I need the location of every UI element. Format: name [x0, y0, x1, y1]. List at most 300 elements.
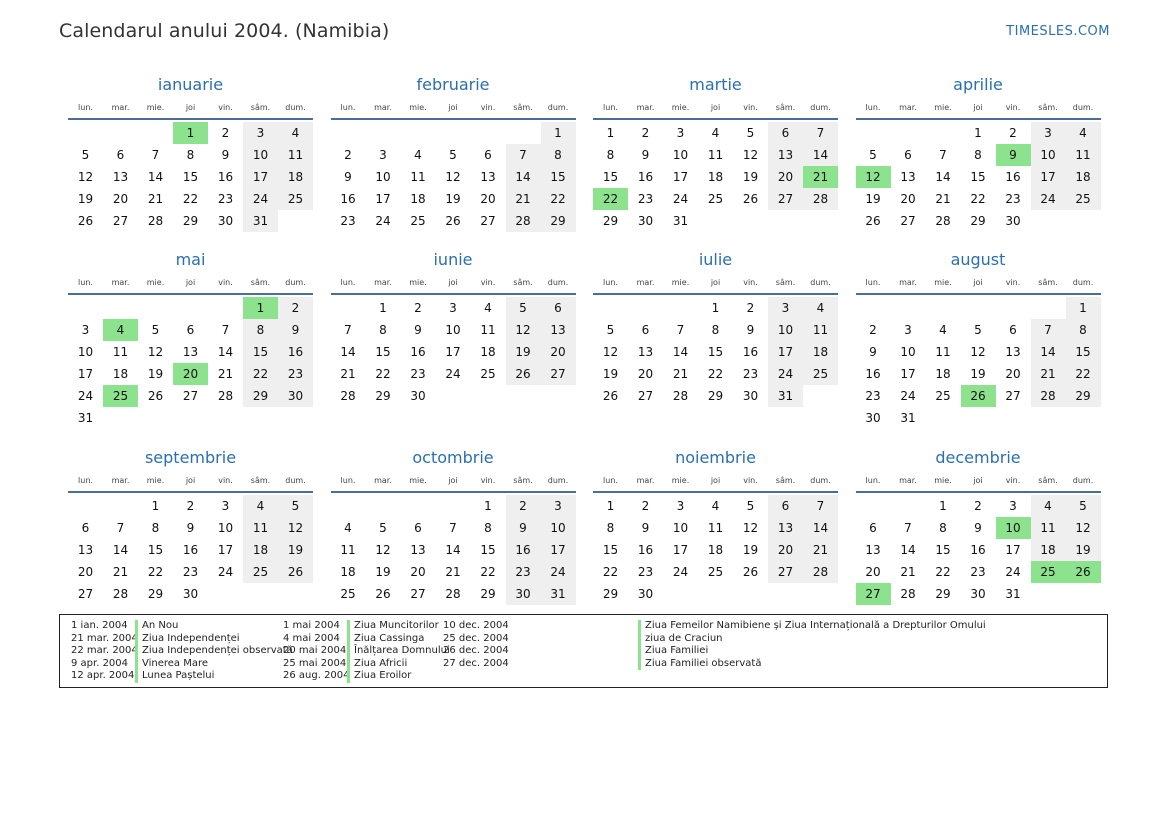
- day-cell[interactable]: 29: [182, 214, 199, 228]
- day-cell[interactable]: 13: [900, 170, 916, 184]
- day-cell[interactable]: 10: [445, 323, 461, 337]
- day-cell[interactable]: 6: [186, 323, 195, 337]
- day-cell[interactable]: 23: [637, 192, 654, 206]
- day-cell[interactable]: 12: [147, 345, 164, 359]
- day-cell[interactable]: 24: [900, 389, 916, 403]
- day-cell[interactable]: 13: [768, 517, 803, 539]
- day-cell[interactable]: 16: [506, 539, 541, 561]
- day-cell[interactable]: 20: [541, 341, 576, 363]
- day-cell[interactable]: 9: [414, 323, 422, 337]
- day-cell[interactable]: 16: [278, 341, 313, 363]
- day-cell[interactable]: 20: [768, 539, 803, 561]
- day-cell[interactable]: 23: [278, 363, 313, 385]
- day-cell[interactable]: 16: [217, 170, 234, 184]
- day-cell[interactable]: 13: [112, 170, 129, 184]
- day-cell[interactable]: 15: [541, 166, 576, 188]
- day-cell[interactable]: 8: [379, 323, 387, 337]
- day-cell[interactable]: 21: [112, 565, 129, 579]
- day-cell[interactable]: 27: [1005, 389, 1021, 403]
- day-cell[interactable]: 24: [1005, 565, 1021, 579]
- day-cell[interactable]: 28: [506, 210, 541, 232]
- day-cell[interactable]: 4: [243, 495, 278, 517]
- day-cell[interactable]: 28: [900, 587, 916, 601]
- day-cell[interactable]: 3: [221, 499, 230, 513]
- day-cell[interactable]: 29: [147, 587, 164, 601]
- day-cell[interactable]: 19: [602, 367, 619, 381]
- day-cell[interactable]: 25: [480, 367, 496, 381]
- day-cell[interactable]: 9: [506, 517, 541, 539]
- day-cell[interactable]: 7: [506, 144, 541, 166]
- day-cell[interactable]: 10: [375, 170, 391, 184]
- day-cell[interactable]: 1: [1066, 297, 1101, 319]
- day-cell[interactable]: 10: [1031, 144, 1066, 166]
- holiday-day-cell[interactable]: 25: [1031, 561, 1066, 583]
- day-cell[interactable]: 14: [340, 345, 356, 359]
- day-cell[interactable]: 25: [707, 192, 724, 206]
- day-cell[interactable]: 3: [676, 126, 685, 140]
- day-cell[interactable]: 23: [970, 565, 986, 579]
- day-cell[interactable]: 5: [379, 521, 387, 535]
- day-cell[interactable]: 3: [449, 301, 457, 315]
- day-cell[interactable]: 15: [602, 543, 619, 557]
- day-cell[interactable]: 8: [939, 521, 947, 535]
- day-cell[interactable]: 12: [742, 148, 759, 162]
- day-cell[interactable]: 24: [445, 367, 461, 381]
- day-cell[interactable]: 19: [77, 192, 94, 206]
- day-cell[interactable]: 15: [480, 543, 496, 557]
- day-cell[interactable]: 12: [445, 170, 461, 184]
- day-cell[interactable]: 7: [1031, 319, 1066, 341]
- day-cell[interactable]: 2: [221, 126, 230, 140]
- day-cell[interactable]: 12: [602, 345, 619, 359]
- day-cell[interactable]: 28: [340, 389, 356, 403]
- day-cell[interactable]: 3: [768, 297, 803, 319]
- day-cell[interactable]: 26: [77, 214, 94, 228]
- day-cell[interactable]: 31: [672, 214, 689, 228]
- day-cell[interactable]: 4: [803, 297, 838, 319]
- day-cell[interactable]: 1: [939, 499, 947, 513]
- holiday-day-cell[interactable]: 12: [856, 166, 891, 188]
- day-cell[interactable]: 14: [672, 345, 689, 359]
- day-cell[interactable]: 14: [803, 144, 838, 166]
- day-cell[interactable]: 11: [480, 323, 496, 337]
- day-cell[interactable]: 10: [77, 345, 94, 359]
- day-cell[interactable]: 29: [602, 587, 619, 601]
- day-cell[interactable]: 18: [803, 341, 838, 363]
- day-cell[interactable]: 13: [182, 345, 199, 359]
- day-cell[interactable]: 27: [112, 214, 129, 228]
- day-cell[interactable]: 23: [637, 565, 654, 579]
- holiday-day-cell[interactable]: 22: [593, 188, 628, 210]
- day-cell[interactable]: 10: [768, 319, 803, 341]
- day-cell[interactable]: 19: [147, 367, 164, 381]
- day-cell[interactable]: 2: [414, 301, 422, 315]
- day-cell[interactable]: 3: [676, 499, 685, 513]
- day-cell[interactable]: 27: [182, 389, 199, 403]
- day-cell[interactable]: 27: [541, 363, 576, 385]
- day-cell[interactable]: 4: [1066, 122, 1101, 144]
- holiday-day-cell[interactable]: 26: [961, 385, 996, 407]
- day-cell[interactable]: 17: [768, 341, 803, 363]
- day-cell[interactable]: 16: [970, 543, 986, 557]
- day-cell[interactable]: 7: [116, 521, 125, 535]
- day-cell[interactable]: 8: [484, 521, 492, 535]
- day-cell[interactable]: 24: [1031, 188, 1066, 210]
- day-cell[interactable]: 29: [480, 587, 496, 601]
- day-cell[interactable]: 16: [865, 367, 881, 381]
- day-cell[interactable]: 22: [970, 192, 986, 206]
- day-cell[interactable]: 11: [278, 144, 313, 166]
- day-cell[interactable]: 3: [904, 323, 912, 337]
- day-cell[interactable]: 6: [869, 521, 877, 535]
- day-cell[interactable]: 18: [707, 543, 724, 557]
- day-cell[interactable]: 25: [1066, 188, 1101, 210]
- day-cell[interactable]: 5: [449, 148, 457, 162]
- day-cell[interactable]: 7: [676, 323, 685, 337]
- day-cell[interactable]: 6: [541, 297, 576, 319]
- day-cell[interactable]: 24: [768, 363, 803, 385]
- day-cell[interactable]: 4: [1031, 495, 1066, 517]
- day-cell[interactable]: 9: [869, 345, 877, 359]
- day-cell[interactable]: 1: [606, 499, 615, 513]
- day-cell[interactable]: 15: [182, 170, 199, 184]
- day-cell[interactable]: 19: [865, 192, 881, 206]
- day-cell[interactable]: 15: [147, 543, 164, 557]
- holiday-day-cell[interactable]: 1: [173, 122, 208, 144]
- day-cell[interactable]: 19: [375, 565, 391, 579]
- day-cell[interactable]: 11: [243, 517, 278, 539]
- day-cell[interactable]: 30: [865, 411, 881, 425]
- day-cell[interactable]: 5: [974, 323, 982, 337]
- day-cell[interactable]: 22: [375, 367, 391, 381]
- day-cell[interactable]: 21: [672, 367, 689, 381]
- day-cell[interactable]: 15: [935, 543, 951, 557]
- day-cell[interactable]: 11: [707, 148, 724, 162]
- day-cell[interactable]: 31: [768, 385, 803, 407]
- day-cell[interactable]: 2: [641, 126, 650, 140]
- day-cell[interactable]: 18: [1066, 166, 1101, 188]
- day-cell[interactable]: 4: [711, 126, 720, 140]
- day-cell[interactable]: 13: [1005, 345, 1021, 359]
- day-cell[interactable]: 14: [445, 543, 461, 557]
- day-cell[interactable]: 27: [77, 587, 94, 601]
- day-cell[interactable]: 17: [1031, 166, 1066, 188]
- day-cell[interactable]: 8: [606, 521, 615, 535]
- day-cell[interactable]: 13: [480, 170, 496, 184]
- day-cell[interactable]: 28: [112, 587, 129, 601]
- day-cell[interactable]: 9: [221, 148, 230, 162]
- day-cell[interactable]: 31: [77, 411, 94, 425]
- day-cell[interactable]: 18: [112, 367, 129, 381]
- day-cell[interactable]: 24: [672, 192, 689, 206]
- day-cell[interactable]: 8: [186, 148, 195, 162]
- day-cell[interactable]: 7: [151, 148, 160, 162]
- holiday-day-cell[interactable]: 20: [173, 363, 208, 385]
- day-cell[interactable]: 18: [707, 170, 724, 184]
- day-cell[interactable]: 16: [340, 192, 356, 206]
- day-cell[interactable]: 3: [541, 495, 576, 517]
- day-cell[interactable]: 4: [414, 148, 422, 162]
- day-cell[interactable]: 26: [602, 389, 619, 403]
- day-cell[interactable]: 20: [410, 565, 426, 579]
- day-cell[interactable]: 22: [707, 367, 724, 381]
- day-cell[interactable]: 9: [746, 323, 755, 337]
- day-cell[interactable]: 6: [904, 148, 912, 162]
- day-cell[interactable]: 7: [803, 122, 838, 144]
- day-cell[interactable]: 24: [77, 389, 94, 403]
- day-cell[interactable]: 2: [641, 499, 650, 513]
- day-cell[interactable]: 17: [672, 170, 689, 184]
- day-cell[interactable]: 21: [340, 367, 356, 381]
- day-cell[interactable]: 1: [151, 499, 160, 513]
- day-cell[interactable]: 27: [410, 587, 426, 601]
- day-cell[interactable]: 12: [375, 543, 391, 557]
- day-cell[interactable]: 19: [506, 341, 541, 363]
- holiday-day-cell[interactable]: 21: [803, 166, 838, 188]
- day-cell[interactable]: 2: [869, 323, 877, 337]
- day-cell[interactable]: 20: [768, 166, 803, 188]
- day-cell[interactable]: 6: [768, 122, 803, 144]
- day-cell[interactable]: 19: [445, 192, 461, 206]
- day-cell[interactable]: 8: [974, 148, 982, 162]
- day-cell[interactable]: 5: [746, 126, 755, 140]
- day-cell[interactable]: 2: [746, 301, 755, 315]
- day-cell[interactable]: 27: [480, 214, 496, 228]
- day-cell[interactable]: 22: [243, 363, 278, 385]
- day-cell[interactable]: 6: [768, 495, 803, 517]
- day-cell[interactable]: 14: [935, 170, 951, 184]
- day-cell[interactable]: 13: [865, 543, 881, 557]
- day-cell[interactable]: 3: [243, 122, 278, 144]
- day-cell[interactable]: 17: [672, 543, 689, 557]
- day-cell[interactable]: 8: [151, 521, 160, 535]
- day-cell[interactable]: 20: [1005, 367, 1021, 381]
- day-cell[interactable]: 9: [641, 521, 650, 535]
- day-cell[interactable]: 12: [278, 517, 313, 539]
- day-cell[interactable]: 23: [742, 367, 759, 381]
- day-cell[interactable]: 30: [1005, 214, 1021, 228]
- day-cell[interactable]: 19: [970, 367, 986, 381]
- day-cell[interactable]: 4: [344, 521, 352, 535]
- day-cell[interactable]: 1: [541, 122, 576, 144]
- day-cell[interactable]: 31: [541, 583, 576, 605]
- day-cell[interactable]: 21: [803, 539, 838, 561]
- day-cell[interactable]: 4: [939, 323, 947, 337]
- day-cell[interactable]: 13: [77, 543, 94, 557]
- day-cell[interactable]: 18: [480, 345, 496, 359]
- day-cell[interactable]: 28: [803, 188, 838, 210]
- day-cell[interactable]: 17: [77, 367, 94, 381]
- day-cell[interactable]: 10: [900, 345, 916, 359]
- day-cell[interactable]: 6: [414, 521, 422, 535]
- day-cell[interactable]: 9: [974, 521, 982, 535]
- day-cell[interactable]: 23: [217, 192, 234, 206]
- day-cell[interactable]: 17: [1005, 543, 1021, 557]
- day-cell[interactable]: 15: [243, 341, 278, 363]
- day-cell[interactable]: 7: [904, 521, 912, 535]
- day-cell[interactable]: 18: [935, 367, 951, 381]
- day-cell[interactable]: 30: [278, 385, 313, 407]
- day-cell[interactable]: 6: [116, 148, 125, 162]
- day-cell[interactable]: 4: [278, 122, 313, 144]
- day-cell[interactable]: 6: [484, 148, 492, 162]
- day-cell[interactable]: 11: [1031, 517, 1066, 539]
- day-cell[interactable]: 18: [243, 539, 278, 561]
- day-cell[interactable]: 3: [1031, 122, 1066, 144]
- day-cell[interactable]: 21: [935, 192, 951, 206]
- day-cell[interactable]: 22: [1066, 363, 1101, 385]
- day-cell[interactable]: 21: [1031, 363, 1066, 385]
- day-cell[interactable]: 1: [974, 126, 982, 140]
- day-cell[interactable]: 13: [768, 144, 803, 166]
- day-cell[interactable]: 12: [970, 345, 986, 359]
- day-cell[interactable]: 16: [182, 543, 199, 557]
- day-cell[interactable]: 2: [974, 499, 982, 513]
- day-cell[interactable]: 30: [970, 587, 986, 601]
- day-cell[interactable]: 13: [410, 543, 426, 557]
- day-cell[interactable]: 26: [865, 214, 881, 228]
- day-cell[interactable]: 21: [445, 565, 461, 579]
- day-cell[interactable]: 2: [344, 148, 352, 162]
- day-cell[interactable]: 30: [182, 587, 199, 601]
- day-cell[interactable]: 14: [506, 166, 541, 188]
- day-cell[interactable]: 20: [480, 192, 496, 206]
- day-cell[interactable]: 20: [865, 565, 881, 579]
- day-cell[interactable]: 9: [186, 521, 195, 535]
- day-cell[interactable]: 5: [506, 297, 541, 319]
- day-cell[interactable]: 23: [1005, 192, 1021, 206]
- day-cell[interactable]: 2: [506, 495, 541, 517]
- day-cell[interactable]: 23: [865, 389, 881, 403]
- day-cell[interactable]: 22: [935, 565, 951, 579]
- day-cell[interactable]: 16: [637, 170, 654, 184]
- day-cell[interactable]: 8: [1066, 319, 1101, 341]
- day-cell[interactable]: 11: [410, 170, 426, 184]
- day-cell[interactable]: 18: [410, 192, 426, 206]
- holiday-day-cell[interactable]: 26: [1066, 561, 1101, 583]
- day-cell[interactable]: 5: [81, 148, 90, 162]
- day-cell[interactable]: 6: [1009, 323, 1017, 337]
- day-cell[interactable]: 28: [935, 214, 951, 228]
- day-cell[interactable]: 31: [900, 411, 916, 425]
- holiday-day-cell[interactable]: 25: [103, 385, 138, 407]
- day-cell[interactable]: 29: [1066, 385, 1101, 407]
- day-cell[interactable]: 19: [742, 170, 759, 184]
- holiday-day-cell[interactable]: 4: [103, 319, 138, 341]
- day-cell[interactable]: 6: [81, 521, 90, 535]
- day-cell[interactable]: 1: [379, 301, 387, 315]
- day-cell[interactable]: 9: [278, 319, 313, 341]
- day-cell[interactable]: 3: [81, 323, 90, 337]
- day-cell[interactable]: 14: [803, 517, 838, 539]
- holiday-day-cell[interactable]: 10: [996, 517, 1031, 539]
- day-cell[interactable]: 26: [147, 389, 164, 403]
- day-cell[interactable]: 29: [243, 385, 278, 407]
- day-cell[interactable]: 6: [641, 323, 650, 337]
- day-cell[interactable]: 10: [243, 144, 278, 166]
- day-cell[interactable]: 25: [340, 587, 356, 601]
- day-cell[interactable]: 18: [278, 166, 313, 188]
- day-cell[interactable]: 30: [637, 214, 654, 228]
- day-cell[interactable]: 26: [445, 214, 461, 228]
- day-cell[interactable]: 29: [935, 587, 951, 601]
- day-cell[interactable]: 15: [602, 170, 619, 184]
- day-cell[interactable]: 28: [672, 389, 689, 403]
- day-cell[interactable]: 21: [506, 188, 541, 210]
- day-cell[interactable]: 15: [970, 170, 986, 184]
- day-cell[interactable]: 9: [344, 170, 352, 184]
- day-cell[interactable]: 30: [637, 587, 654, 601]
- day-cell[interactable]: 31: [243, 210, 278, 232]
- day-cell[interactable]: 27: [768, 561, 803, 583]
- day-cell[interactable]: 5: [1066, 495, 1101, 517]
- day-cell[interactable]: 1: [484, 499, 492, 513]
- day-cell[interactable]: 22: [182, 192, 199, 206]
- day-cell[interactable]: 17: [541, 539, 576, 561]
- day-cell[interactable]: 23: [410, 367, 426, 381]
- day-cell[interactable]: 5: [869, 148, 877, 162]
- day-cell[interactable]: 31: [1005, 587, 1021, 601]
- day-cell[interactable]: 11: [707, 521, 724, 535]
- day-cell[interactable]: 24: [375, 214, 391, 228]
- day-cell[interactable]: 19: [742, 543, 759, 557]
- day-cell[interactable]: 16: [637, 543, 654, 557]
- day-cell[interactable]: 22: [480, 565, 496, 579]
- day-cell[interactable]: 16: [410, 345, 426, 359]
- day-cell[interactable]: 18: [1031, 539, 1066, 561]
- day-cell[interactable]: 13: [541, 319, 576, 341]
- day-cell[interactable]: 8: [243, 319, 278, 341]
- day-cell[interactable]: 7: [939, 148, 947, 162]
- day-cell[interactable]: 3: [379, 148, 387, 162]
- day-cell[interactable]: 21: [147, 192, 164, 206]
- day-cell[interactable]: 28: [1031, 385, 1066, 407]
- day-cell[interactable]: 26: [506, 363, 541, 385]
- day-cell[interactable]: 20: [900, 192, 916, 206]
- day-cell[interactable]: 4: [711, 499, 720, 513]
- day-cell[interactable]: 12: [1066, 517, 1101, 539]
- day-cell[interactable]: 11: [1066, 144, 1101, 166]
- day-cell[interactable]: 27: [768, 188, 803, 210]
- day-cell[interactable]: 25: [410, 214, 426, 228]
- day-cell[interactable]: 7: [344, 323, 352, 337]
- day-cell[interactable]: 15: [707, 345, 724, 359]
- day-cell[interactable]: 30: [410, 389, 426, 403]
- day-cell[interactable]: 26: [375, 587, 391, 601]
- day-cell[interactable]: 26: [742, 565, 759, 579]
- day-cell[interactable]: 28: [445, 587, 461, 601]
- day-cell[interactable]: 25: [803, 363, 838, 385]
- day-cell[interactable]: 23: [340, 214, 356, 228]
- day-cell[interactable]: 28: [147, 214, 164, 228]
- holiday-day-cell[interactable]: 27: [856, 583, 891, 605]
- site-link[interactable]: TIMESLES.COM: [1006, 24, 1110, 39]
- day-cell[interactable]: 17: [445, 345, 461, 359]
- day-cell[interactable]: 14: [1031, 341, 1066, 363]
- day-cell[interactable]: 26: [278, 561, 313, 583]
- day-cell[interactable]: 19: [278, 539, 313, 561]
- day-cell[interactable]: 8: [711, 323, 720, 337]
- day-cell[interactable]: 21: [900, 565, 916, 579]
- day-cell[interactable]: 22: [541, 188, 576, 210]
- day-cell[interactable]: 30: [217, 214, 234, 228]
- day-cell[interactable]: 14: [112, 543, 129, 557]
- day-cell[interactable]: 12: [742, 521, 759, 535]
- day-cell[interactable]: 1: [711, 301, 720, 315]
- day-cell[interactable]: 28: [217, 389, 234, 403]
- day-cell[interactable]: 5: [746, 499, 755, 513]
- day-cell[interactable]: 16: [742, 345, 759, 359]
